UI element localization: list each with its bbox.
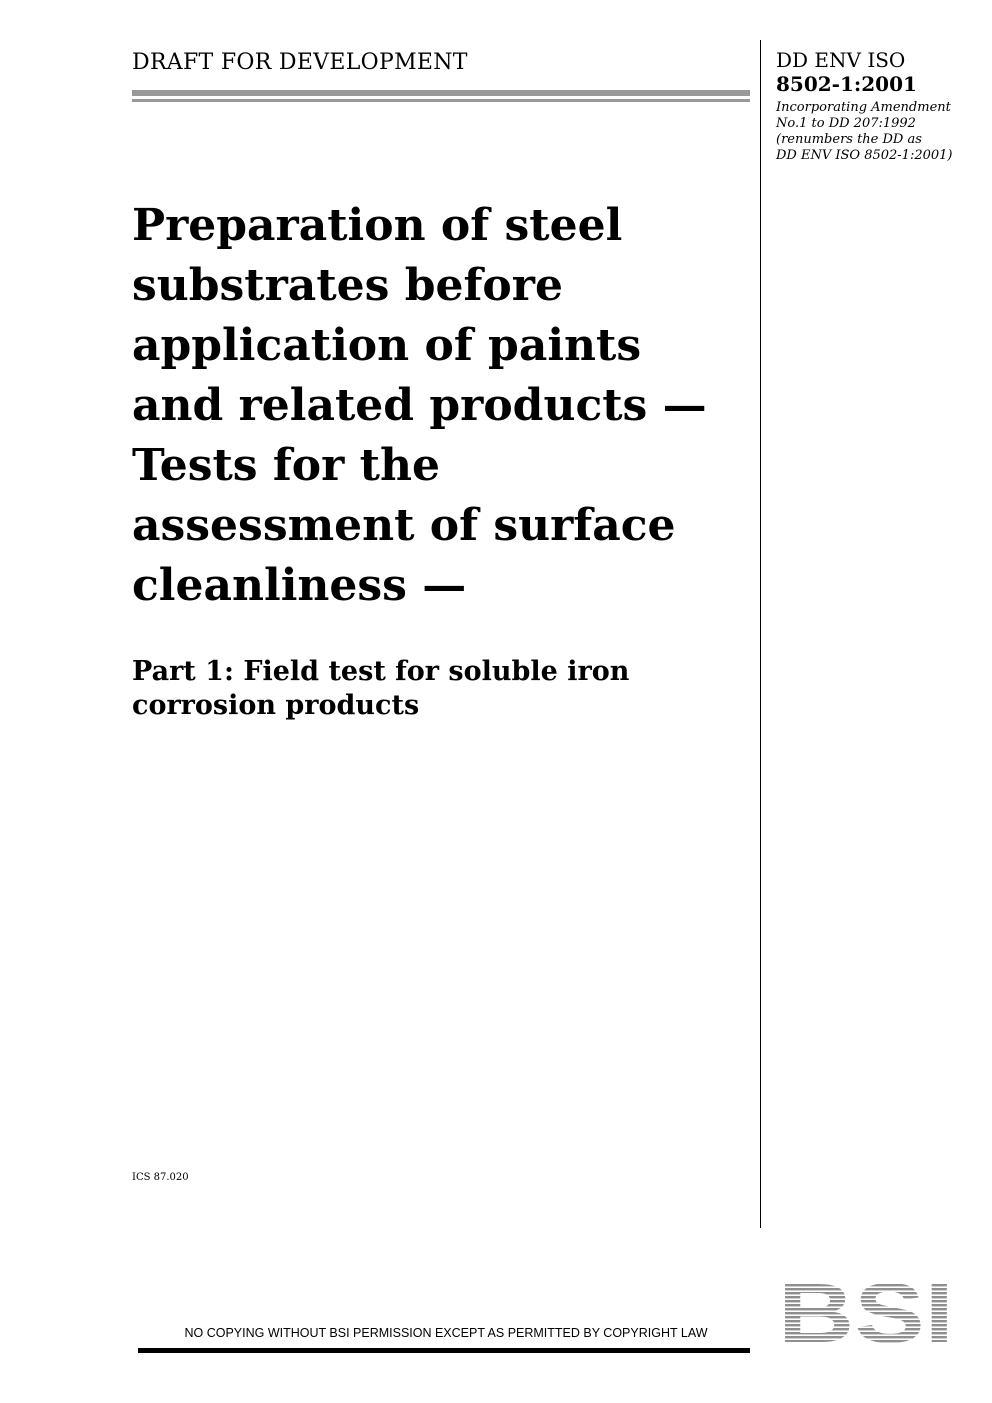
ics-code: ICS 87.020 bbox=[132, 1172, 189, 1183]
standard-number-line-1: DD ENV ISO bbox=[776, 48, 906, 72]
bsi-logo bbox=[778, 1276, 956, 1346]
amendment-line: No.1 to DD 207:1992 bbox=[776, 116, 916, 131]
title-line: and related products — bbox=[132, 380, 707, 431]
copyright-notice: NO COPYING WITHOUT BSI PERMISSION EXCEPT AS PERMITTED BY COPYRIGHT LAW bbox=[184, 1326, 708, 1340]
title-line: substrates before bbox=[132, 260, 563, 311]
footer-rule bbox=[138, 1348, 750, 1353]
title-line: assessment of surface bbox=[132, 500, 676, 551]
bsi-logo-text: BSI bbox=[778, 1276, 954, 1346]
title-line: cleanliness — bbox=[132, 560, 467, 611]
amendment-note bbox=[776, 100, 991, 164]
part-title-line: Part 1: Field test for soluble iron bbox=[132, 656, 630, 687]
amendment-line: Incorporating Amendment bbox=[776, 100, 951, 115]
amendment-line: (renumbers the DD as bbox=[776, 132, 922, 147]
title-line: Tests for the bbox=[132, 440, 440, 491]
standard-number-line-2: 8502-1:2001 bbox=[776, 72, 917, 96]
title-line: application of paints bbox=[132, 320, 642, 371]
standard-number bbox=[776, 48, 986, 96]
column-divider bbox=[760, 40, 761, 1228]
header-rule-thin bbox=[132, 99, 750, 102]
header-rule-thick bbox=[132, 90, 750, 96]
title-line: Preparation of steel bbox=[132, 200, 623, 251]
document-title bbox=[132, 196, 752, 616]
draft-label: DRAFT FOR DEVELOPMENT bbox=[132, 50, 468, 75]
part-title bbox=[132, 655, 752, 723]
part-title-line: corrosion products bbox=[132, 690, 420, 721]
amendment-line: DD ENV ISO 8502-1:2001) bbox=[776, 148, 953, 163]
